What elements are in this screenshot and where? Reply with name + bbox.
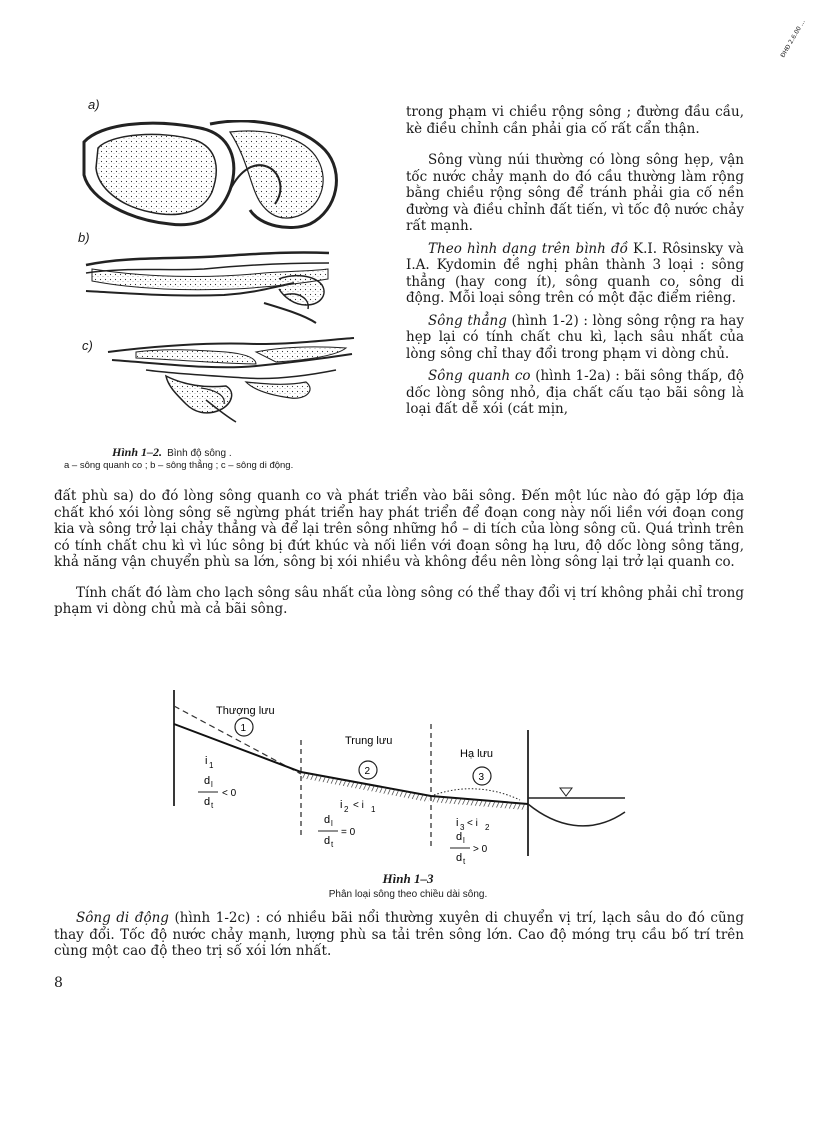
zone-2-compare-sub: 1 [371,805,376,814]
paragraph-meandering-continued: đất phù sa) do đó lòng sông quanh co và phát triển vào bãi sông. Đến một lúc nào đó gặp lớp địa chất khó xói lòng sông sẽ ngừng phát triển hay phát triển để đoạn cong này nối liền với đoạn cong kia và sông trở lại chảy thẳng và để lại trên sông những hồ – di tích của lòng sông cũ. Quá trình trên có tính chất chu kì vì lúc sông bị đứt khúc và nối liền với đoạn sông hạ lưu, độ dốc lòng sông tăng, khả năng vận chuyển phù sa lớn, sông bị xói nhiều và không đều nên lòng sông lại trở lại quanh co. [54,488,744,570]
wandering-river-sketch [106,330,356,425]
figure-1-3-caption-title: Hình 1–3 [382,871,434,886]
paragraph-classification [406,241,744,307]
zone-1-frac-num: d [204,775,211,787]
zone-3-frac-den: d [456,852,463,864]
meandering-river-rest: (hình 1-2a) : bãi sông thấp, độ dốc lòng sông nhỏ, địa chất cấu tạo bãi sông là loại đất dễ xói (cát mịn, [406,368,744,417]
zone-2-compare: < i [353,800,364,811]
zone-1-slope-sub: 1 [209,761,214,770]
figure-1-2-label-c: c) [82,338,93,353]
zone-2-frac-den-sub: t [331,840,334,849]
zone-3-slope: i [456,817,459,829]
zone-2-title: Trung lưu [345,735,393,747]
zone-3-frac-num-sub: l [463,836,465,845]
zone-3-frac-num: d [456,831,463,843]
straight-river-term: Sông thẳng [428,312,507,329]
river-profile-diagram [160,686,640,876]
paragraph-meandering-river [406,368,744,418]
water-level-marker-icon [560,788,572,796]
zone-2-slope-sub: 2 [344,805,349,814]
zone-2-frac-num-sub: l [331,819,333,828]
zone-1-frac-den-sub: t [211,801,214,810]
figure-1-2-label-b: b) [78,230,90,245]
zone-1-number: 1 [240,723,247,734]
paragraph-mountain-rivers: Sông vùng núi thường có lòng sông hẹp, vận tốc nước chảy mạnh do đó cầu thường làm rộng bằng chiều rộng sông để tránh phải gia cố nền đường và điều chỉnh đất tiến, vì tốc độ nước chảy rất mạnh. [406,152,744,234]
paragraph-straight-river [406,313,744,363]
library-stamp: ĐHĐ 2.6.00 ... [779,18,807,59]
zone-3-title: Hạ lưu [460,748,494,760]
zone-3-compare-sub: 2 [485,823,490,832]
figure-1-2-caption-sub: a – sông quanh co ; b – sông thẳng ; c – sông di động. [64,460,294,471]
zone-3-compare: < i [467,818,478,829]
zone-1-title: Thượng lưu [216,705,275,717]
classification-italic: Theo hình dạng trên bình đồ [428,240,628,257]
riverbed-hatch-lower [431,796,528,810]
meandering-river-term: Sông quanh co [428,368,531,384]
full-width-text [54,488,744,618]
zone-2-number: 2 [364,766,371,777]
zone-2-slope: i [340,799,343,811]
right-column [406,104,744,418]
zone-3-number: 3 [478,772,485,783]
straight-river-rest: (hình 1-2) : lòng sông rộng ra hay hẹp lại có tính chất chu kì, lạch sâu nhất của lòng sông chỉ thay đổi trong phạm vi dòng chủ. [406,312,744,362]
figure-1-2-caption-title-rest: Bình độ sông . [167,448,232,459]
zone-3-relation: > 0 [473,844,488,855]
figure-1-2-caption-title: Hình 1–2. [112,445,163,459]
zone-1-slope: i [205,755,208,767]
classification-rest: K.I. Rôsinsky và I.A. Kydomin đề nghị phân thành 3 loại : sông thẳng (hay cong ít), sông quanh co, sông di động. Mỗi loại sông trên có một đặc điểm riêng. [406,240,744,306]
paragraph-wandering-river [54,910,744,960]
zone-2-frac-den: d [324,835,331,847]
zone-1-relation: < 0 [222,788,237,799]
bottom-text [54,910,744,960]
wandering-river-term: Sông di động [76,910,169,926]
zone-2-relation: = 0 [341,827,356,838]
zone-1-frac-den: d [204,796,211,808]
zone-3-frac-den-sub: t [463,857,466,866]
straight-river-sketch [84,243,334,333]
zone-2-frac-num: d [324,814,331,826]
figure-1-3-caption-sub: Phân loại sông theo chiều dài sông. [328,889,488,900]
figure-1-2-label-a: a) [88,97,100,112]
figure-1-2-caption [112,441,352,460]
paragraph-deepest-channel: Tính chất đó làm cho lạch sông sâu nhất của lòng sông có thể thay đổi vị trí không phải chỉ trong phạm vi dòng chủ mà cả bãi sông. [54,584,744,617]
page-number: 8 [54,975,63,991]
zone-1-frac-num-sub: l [211,780,213,789]
meandering-river-sketch [80,120,360,230]
paragraph-bridge-approach: trong phạm vi chiều rộng sông ; đường đầu cầu, kè điều chỉnh cần phải gia cố rất cẩn thận. [406,104,744,137]
zone-3-slope-sub: 3 [460,823,465,832]
sea-bed-curve [528,804,625,826]
wandering-river-rest: (hình 1-2c) : có nhiều bãi nổi thường xuyên di chuyển vị trí, lạch sâu do đó cũng thay đổi. Tốc độ nước chảy mạnh, lượng phù sa tải trên sông lớn. Cao độ móng trụ cầu bố trí trên cùng một cao độ theo trị số xói lớn nhất. [54,910,744,959]
